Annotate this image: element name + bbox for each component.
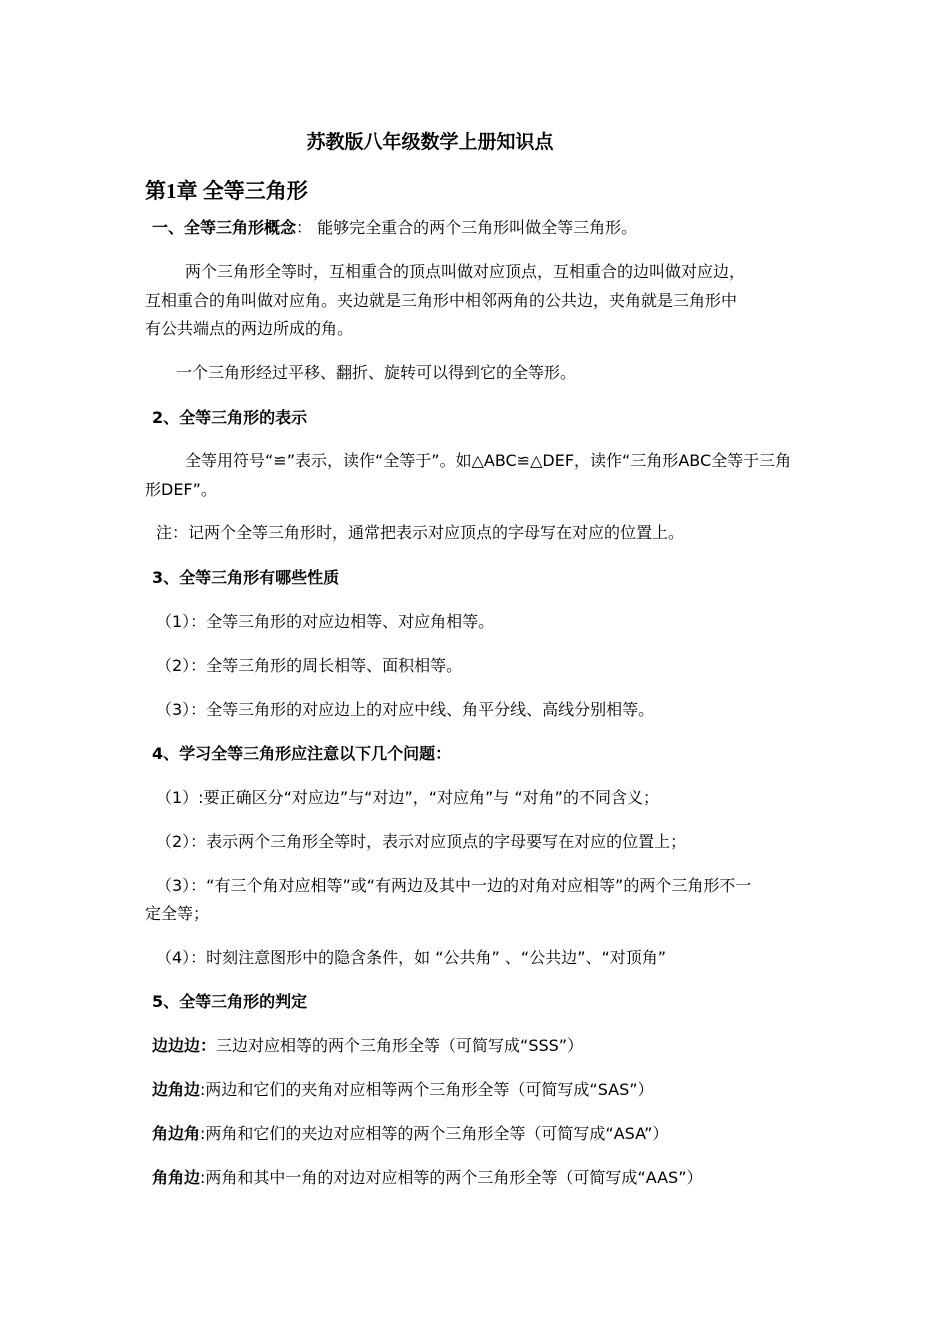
rule-sas	[152, 1080, 654, 1100]
rule-sss-name: 边边边	[152, 1036, 201, 1055]
section-1-paragraph-line-1: 两个三角形全等时，互相重合的顶点叫做对应顶点，互相重合的边叫做对应边，	[185, 262, 746, 281]
property-item-3: （3）：全等三角形的对应边上的对应中线、角平分线、高线分别相等。	[156, 700, 655, 719]
section-2-note: 注：记两个全等三角形时，通常把表示对应顶点的字母写在对应的位置上。	[156, 523, 685, 542]
section-2-line-1: 全等用符号“≌”表示，读作“全等于”。如△ABC≌△DEF，读作“三角形ABC全等于三角	[185, 451, 792, 470]
rule-sss-text: 三边对应相等的两个三角形全等（可简写成“SSS”）	[216, 1036, 584, 1055]
notice-item-3-line-2: 定全等；	[145, 904, 210, 923]
rule-aas-text: 两角和其中一角的对边对应相等的两个三角形全等（可简写成“AAS”）	[205, 1168, 703, 1187]
notice-item-2: （2）：表示两个三角形全等时，表示对应顶点的字母要写在对应的位置上；	[156, 832, 687, 851]
chapter-heading: 第1章 全等三角形	[145, 179, 308, 203]
section-1-definition: 能够完全重合的两个三角形叫做全等三角形。	[317, 218, 638, 237]
rule-aas-name: 角角边	[152, 1168, 201, 1187]
property-item-1: （1）：全等三角形的对应边相等、对应角相等。	[156, 612, 495, 631]
rule-asa	[152, 1124, 668, 1144]
rule-sas-separator: :	[200, 1080, 206, 1099]
rule-sss	[152, 1036, 583, 1056]
section-3-heading: 3、全等三角形有哪些性质	[152, 568, 340, 587]
notice-item-4: （4）：时刻注意图形中的隐含条件，如 “公共角” 、“公共边”、“对顶角”	[156, 948, 667, 967]
section-4-heading: 4、学习全等三角形应注意以下几个问题：	[152, 744, 452, 763]
rule-aas	[152, 1168, 702, 1188]
section-1-line	[152, 218, 637, 238]
rule-aas-separator: :	[200, 1168, 206, 1187]
rule-sas-text: 两边和它们的夹角对应相等两个三角形全等（可简写成“SAS”）	[205, 1080, 654, 1099]
section-1-paragraph-2: 一个三角形经过平移、翻折、旋转可以得到它的全等形。	[176, 363, 577, 382]
section-1-heading: 一、全等三角形概念	[152, 218, 297, 237]
section-2-line-2: 形DEF”。	[145, 480, 217, 499]
rule-asa-text: 两角和它们的夹边对应相等的两个三角形全等（可简写成“ASA”）	[205, 1124, 669, 1143]
notice-item-3-line-1: （3）：“有三个角对应相等”或“有两边及其中一边的对角对应相等”的两个三角形不一	[156, 876, 752, 895]
property-item-2: （2）：全等三角形的周长相等、面积相等。	[156, 656, 463, 675]
document-title: 苏教版八年级数学上册知识点	[306, 131, 554, 153]
section-5-heading: 5、全等三角形的判定	[152, 992, 308, 1011]
section-1-paragraph-line-3: 有公共端点的两边所成的角。	[145, 319, 354, 338]
rule-asa-separator: :	[200, 1124, 206, 1143]
section-2-heading: 2、全等三角形的表示	[152, 408, 308, 427]
notice-item-1: （1）:要正确区分“对应边”与“对边”，“对应角”与 “对角”的不同含义；	[156, 788, 659, 807]
section-1-separator: ：	[296, 218, 313, 237]
rule-sas-name: 边角边	[152, 1080, 201, 1099]
rule-asa-name: 角边角	[152, 1124, 201, 1143]
rule-sss-separator: ：	[200, 1036, 217, 1055]
section-1-paragraph-line-2: 互相重合的角叫做对应角。夹边就是三角形中相邻两角的公共边，夹角就是三角形中	[145, 291, 738, 310]
